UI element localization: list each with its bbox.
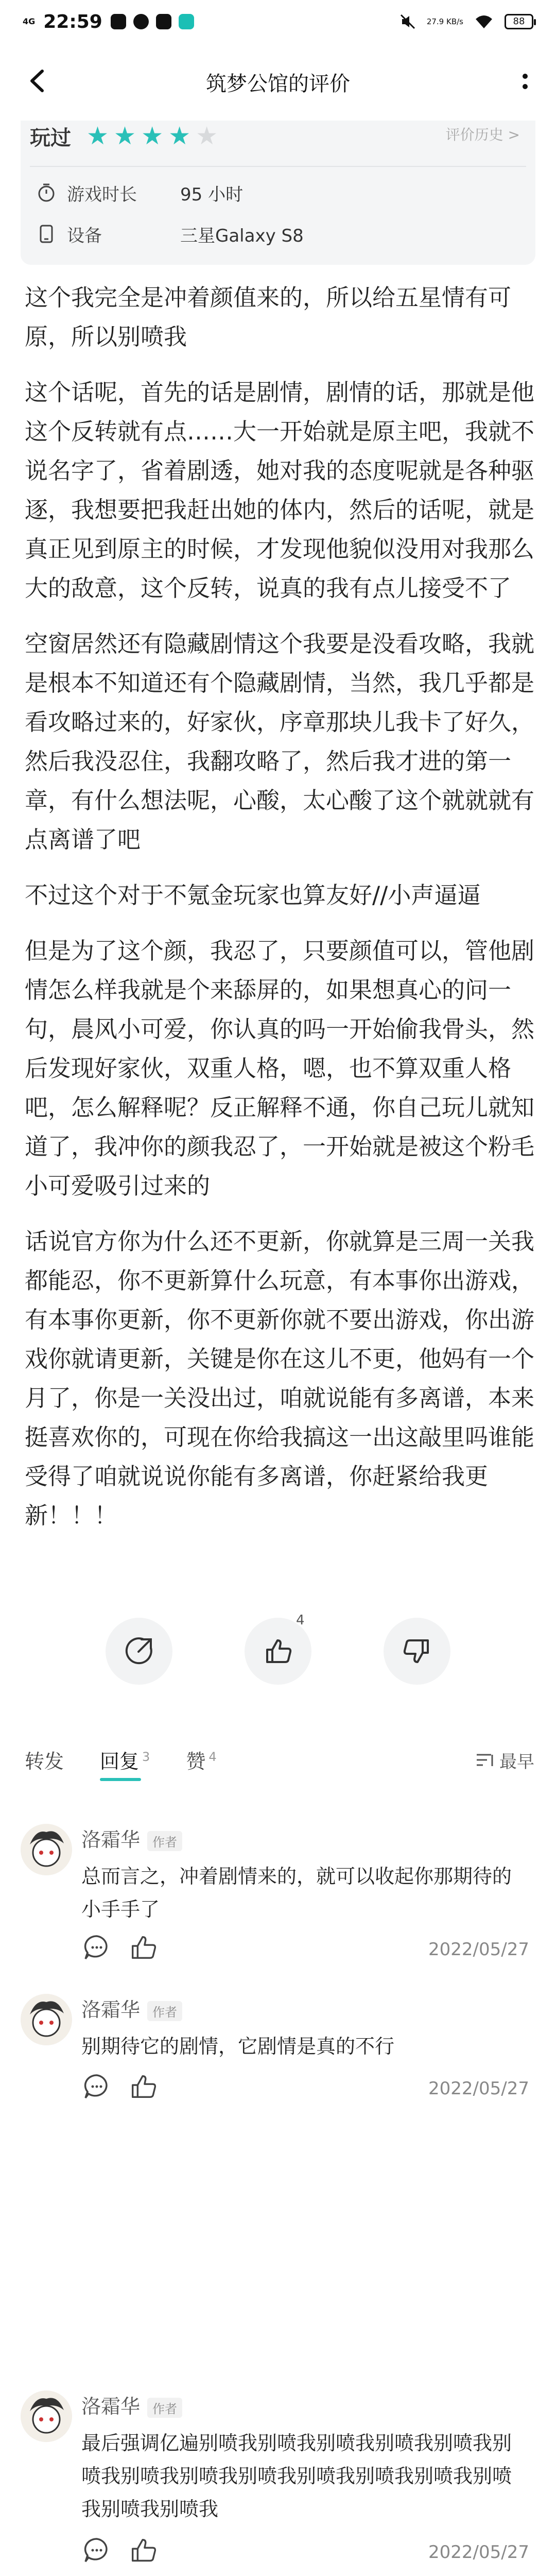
phone-icon bbox=[36, 224, 57, 244]
playtime-row bbox=[36, 177, 243, 208]
comment-icon[interactable] bbox=[81, 2071, 112, 2102]
reply-footer bbox=[81, 2535, 529, 2571]
ghost-notification-icon bbox=[156, 14, 171, 29]
wifi-icon bbox=[474, 13, 494, 30]
star-filled-icon: ★ bbox=[168, 122, 191, 150]
status-bar bbox=[0, 0, 556, 43]
chevron-left-icon bbox=[21, 63, 57, 99]
device-label: 设备 bbox=[67, 225, 102, 246]
tab-repost[interactable] bbox=[25, 1745, 64, 1774]
thumbs-up-icon bbox=[262, 1635, 294, 1667]
share-button[interactable] bbox=[106, 1618, 172, 1685]
mute-icon bbox=[399, 13, 416, 30]
more-options-button[interactable] bbox=[515, 66, 535, 97]
star-filled-icon: ★ bbox=[141, 122, 164, 150]
clock-icon bbox=[36, 182, 57, 203]
rating-stars bbox=[86, 124, 218, 148]
author-name: 洛霜华 bbox=[81, 1998, 141, 2021]
reply-date: 2022/05/27 bbox=[428, 2078, 529, 2099]
avatar[interactable] bbox=[21, 1824, 72, 1875]
like-count: 4 bbox=[296, 1613, 305, 1628]
status-time: 22:59 bbox=[43, 11, 102, 32]
thumbs-up-icon[interactable] bbox=[128, 2535, 159, 2566]
tab-count: 4 bbox=[208, 1749, 217, 1764]
sort-label: 最早 bbox=[499, 1752, 534, 1772]
star-filled-icon: ★ bbox=[86, 122, 109, 150]
review-actions bbox=[0, 1613, 556, 1685]
reply-footer bbox=[81, 2071, 529, 2107]
reply-author[interactable] bbox=[81, 2391, 182, 2419]
avatar[interactable] bbox=[21, 2391, 72, 2442]
reply-date: 2022/05/27 bbox=[428, 1939, 529, 1960]
playtime-label: 游戏时长 bbox=[67, 184, 137, 205]
more-dot-icon bbox=[523, 84, 528, 89]
device-value: 三星Galaxy S8 bbox=[180, 225, 304, 246]
reply-author[interactable] bbox=[81, 1824, 182, 1852]
reply-text: 总而言之，冲着剧情来的，就可以收起你那期待的小手手了 bbox=[81, 1865, 512, 1921]
review-paragraph: 空窗居然还有隐藏剧情这个我要是没看攻略，我就是根本不知道还有个隐藏剧情，当然，我几乎都是看攻略过来的，好家伙，序章那块儿我卡了好久，然后我没忍住，我翻攻略了，然后我才进的第一章，有什么想法呢，心酸，太心酸了这个就就就有点离谱了吧 bbox=[25, 630, 535, 853]
back-button[interactable] bbox=[21, 63, 57, 99]
page-title: 筑梦公馆的评价 bbox=[206, 72, 350, 96]
reply-text: 最后强调亿遍别喷我别喷我别喷我别喷我别喷我别喷我别喷我别喷我别喷我别喷我别喷我别喷我别喷我别喷我别喷我 bbox=[81, 2432, 512, 2520]
author-name: 洛霜华 bbox=[81, 2395, 141, 2418]
sort-button[interactable] bbox=[476, 1748, 534, 1773]
rating-row bbox=[30, 121, 218, 151]
star-filled-icon: ★ bbox=[114, 122, 136, 150]
card-divider bbox=[30, 166, 526, 167]
author-badge: 作者 bbox=[147, 2001, 182, 2021]
tab-replies[interactable] bbox=[100, 1745, 150, 1774]
network-speed: 27.9 KB/s bbox=[426, 17, 463, 26]
nav-bar bbox=[0, 43, 556, 121]
reply-author[interactable] bbox=[81, 1994, 182, 2022]
reply-text: 别期待它的剧情，它剧情是真的不行 bbox=[81, 2035, 395, 2058]
author-name: 洛霜华 bbox=[81, 1828, 141, 1851]
tab-count: 3 bbox=[142, 1749, 150, 1764]
reply-item bbox=[21, 1994, 535, 2097]
play-info-card bbox=[21, 121, 535, 265]
battery-indicator: 88 bbox=[505, 14, 533, 29]
share-icon bbox=[123, 1635, 155, 1667]
message-notification-icon bbox=[133, 14, 149, 29]
playtime-value: 95 小时 bbox=[180, 184, 244, 205]
app-notification-icon bbox=[111, 14, 126, 29]
reply-item bbox=[21, 1824, 535, 1960]
avatar-image bbox=[21, 1994, 72, 2045]
author-badge: 作者 bbox=[147, 2398, 182, 2418]
reply-date: 2022/05/27 bbox=[428, 2542, 529, 2563]
author-badge: 作者 bbox=[147, 1831, 182, 1851]
review-paragraph: 话说官方你为什么还不更新，你就算是三周一关我都能忍，你不更新算什么玩意，有本事你出游戏，有本事你更新，你不更新你就不要出游戏，你出游戏你就请更新，关键是你在这儿不更，他妈有一个月了，你是一关没出过，咱就说能有多离谱，本来挺喜欢你的，可现在你给我搞这一出这敲里吗谁能受得了咱就说说你能有多离谱，你赶紧给我更新！！！ bbox=[25, 1228, 535, 1529]
thumbs-up-icon[interactable] bbox=[128, 2071, 159, 2102]
active-tab-indicator bbox=[100, 1778, 141, 1781]
review-paragraph: 这个话呢，首先的话是剧情，剧情的话，那就是他这个反转就有点……大一开始就是原主吧，我就不说名字了，省着剧透，她对我的态度呢就是各种驱逐，我想要把我赶出她的体内，然后的话呢，就是真正见到原主的时候，才发现他貌似没用对我那么大的敌意，这个反转，说真的我有点儿接受不了 bbox=[25, 379, 535, 602]
comment-icon[interactable] bbox=[81, 1932, 112, 1963]
more-dot-icon bbox=[523, 74, 528, 79]
taptap-notification-icon bbox=[179, 14, 194, 29]
thumbs-up-icon[interactable] bbox=[128, 1932, 159, 1963]
review-paragraph: 不过这个对于不氪金玩家也算友好//小声逼逼 bbox=[25, 882, 481, 909]
reply-footer bbox=[81, 1932, 529, 1968]
avatar-image bbox=[21, 2391, 72, 2442]
avatar-image bbox=[21, 1824, 72, 1875]
avatar[interactable] bbox=[21, 1994, 72, 2045]
review-body bbox=[25, 278, 534, 1552]
review-paragraph: 这个我完全是冲着颜值来的，所以给五星情有可原，所以别喷我 bbox=[25, 284, 512, 350]
device-row bbox=[36, 218, 304, 249]
reply-item bbox=[21, 2391, 535, 2563]
thumbs-down-icon bbox=[401, 1635, 433, 1667]
star-empty-icon: ★ bbox=[196, 122, 218, 150]
play-status-label: 玩过 bbox=[30, 126, 71, 150]
comment-icon[interactable] bbox=[81, 2535, 112, 2566]
sort-icon bbox=[476, 1753, 494, 1768]
review-paragraph: 但是为了这个颜，我忍了，只要颜值可以，管他剧情怎么样我就是个来舔屏的，如果想真心的问一句，晨风小可爱，你认真的吗一开始偷我骨头，然后发现好家伙，双重人格，嗯，也不算双重人格吧，怎么解释呢？反正解释不通，你自己玩儿就知道了，我冲你的颜我忍了，一开始就是被这个粉毛小可爱吸引过来的 bbox=[25, 937, 535, 1199]
dislike-button[interactable] bbox=[384, 1618, 450, 1685]
reply-tabs bbox=[25, 1741, 534, 1777]
network-indicator: 4G bbox=[23, 16, 36, 26]
tab-label: 赞 bbox=[186, 1750, 206, 1773]
tab-likes[interactable] bbox=[186, 1745, 216, 1774]
tab-label: 回复 bbox=[100, 1750, 140, 1773]
review-history-link[interactable]: 评价历史 > bbox=[445, 126, 520, 143]
tab-label: 转发 bbox=[25, 1750, 64, 1773]
